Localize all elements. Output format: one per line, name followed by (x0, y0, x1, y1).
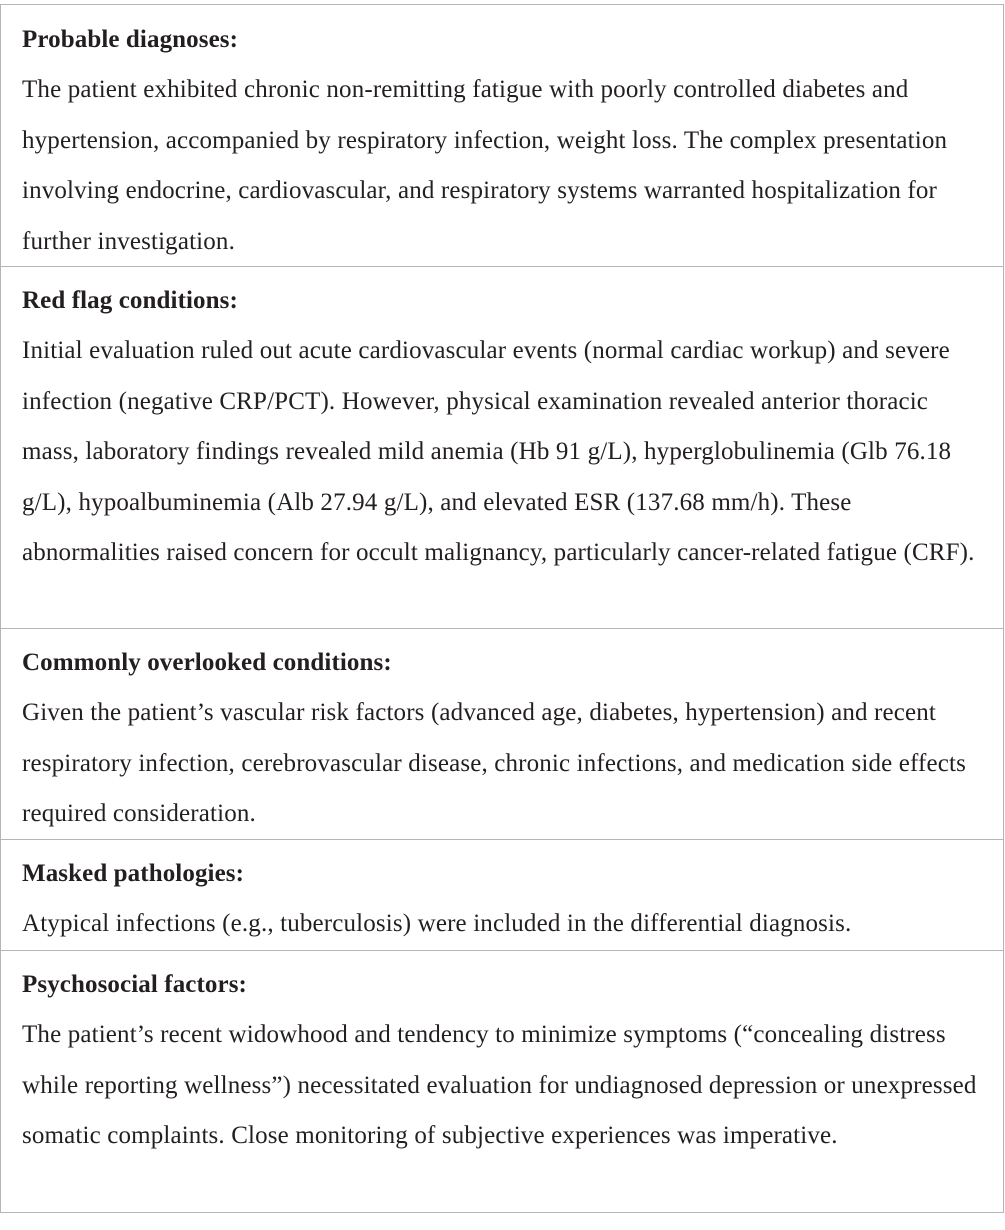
section-body: The patient’s recent widowhood and tendency to minimize symptoms (“concealing distress while reporting wellness”) necessitated evaluation for undiagnosed depression or unexpressed somatic complaints. Close monitoring of subjective experiences was imperative. (22, 1021, 977, 1149)
section-heading: Red flag conditions: (22, 287, 238, 314)
section-body: Given the patient’s vascular risk factors (advanced age, diabetes, hypertension) and recent respiratory infection, cerebrovascular disease, chronic infections, and medication side effects required consideration. (22, 699, 966, 827)
table-row-commonly-overlooked-conditions (1, 629, 1003, 840)
section-body: Atypical infections (e.g., tuberculosis) were included in the differential diagnosis. (22, 910, 852, 937)
section-heading: Masked pathologies: (22, 860, 245, 887)
table-row-probable-diagnoses (1, 5, 1003, 267)
section-body: Initial evaluation ruled out acute cardiovascular events (normal cardiac workup) and severe infection (negative CRP/PCT). However, physical examination revealed anterior thoracic mass, laboratory findings revealed mild anemia (Hb 91 g/L), hyperglobulinemia (Glb 76.18 g/L), hypoalbuminemia (Alb 27.94 g/L), and elevated ESR (137.68 mm/h). These abnormalities raised concern for occult malignancy, particularly cancer-related fatigue (CRF). (22, 337, 975, 566)
section-heading: Psychosocial factors: (22, 971, 247, 998)
diagnostic-considerations-table (0, 4, 1004, 1213)
table-row-psychosocial-factors (1, 951, 1003, 1213)
section-body: The patient exhibited chronic non-remitting fatigue with poorly controlled diabetes and hypertension, accompanied by respiratory infection, weight loss. The complex presentation involving endocrine, cardiovascular, and respiratory systems warranted hospitalization for further investigation. (22, 76, 948, 255)
table-row-red-flag-conditions (1, 267, 1003, 629)
section-heading: Probable diagnoses: (22, 26, 239, 53)
section-heading: Commonly overlooked conditions: (22, 649, 392, 676)
table-row-masked-pathologies (1, 840, 1003, 951)
